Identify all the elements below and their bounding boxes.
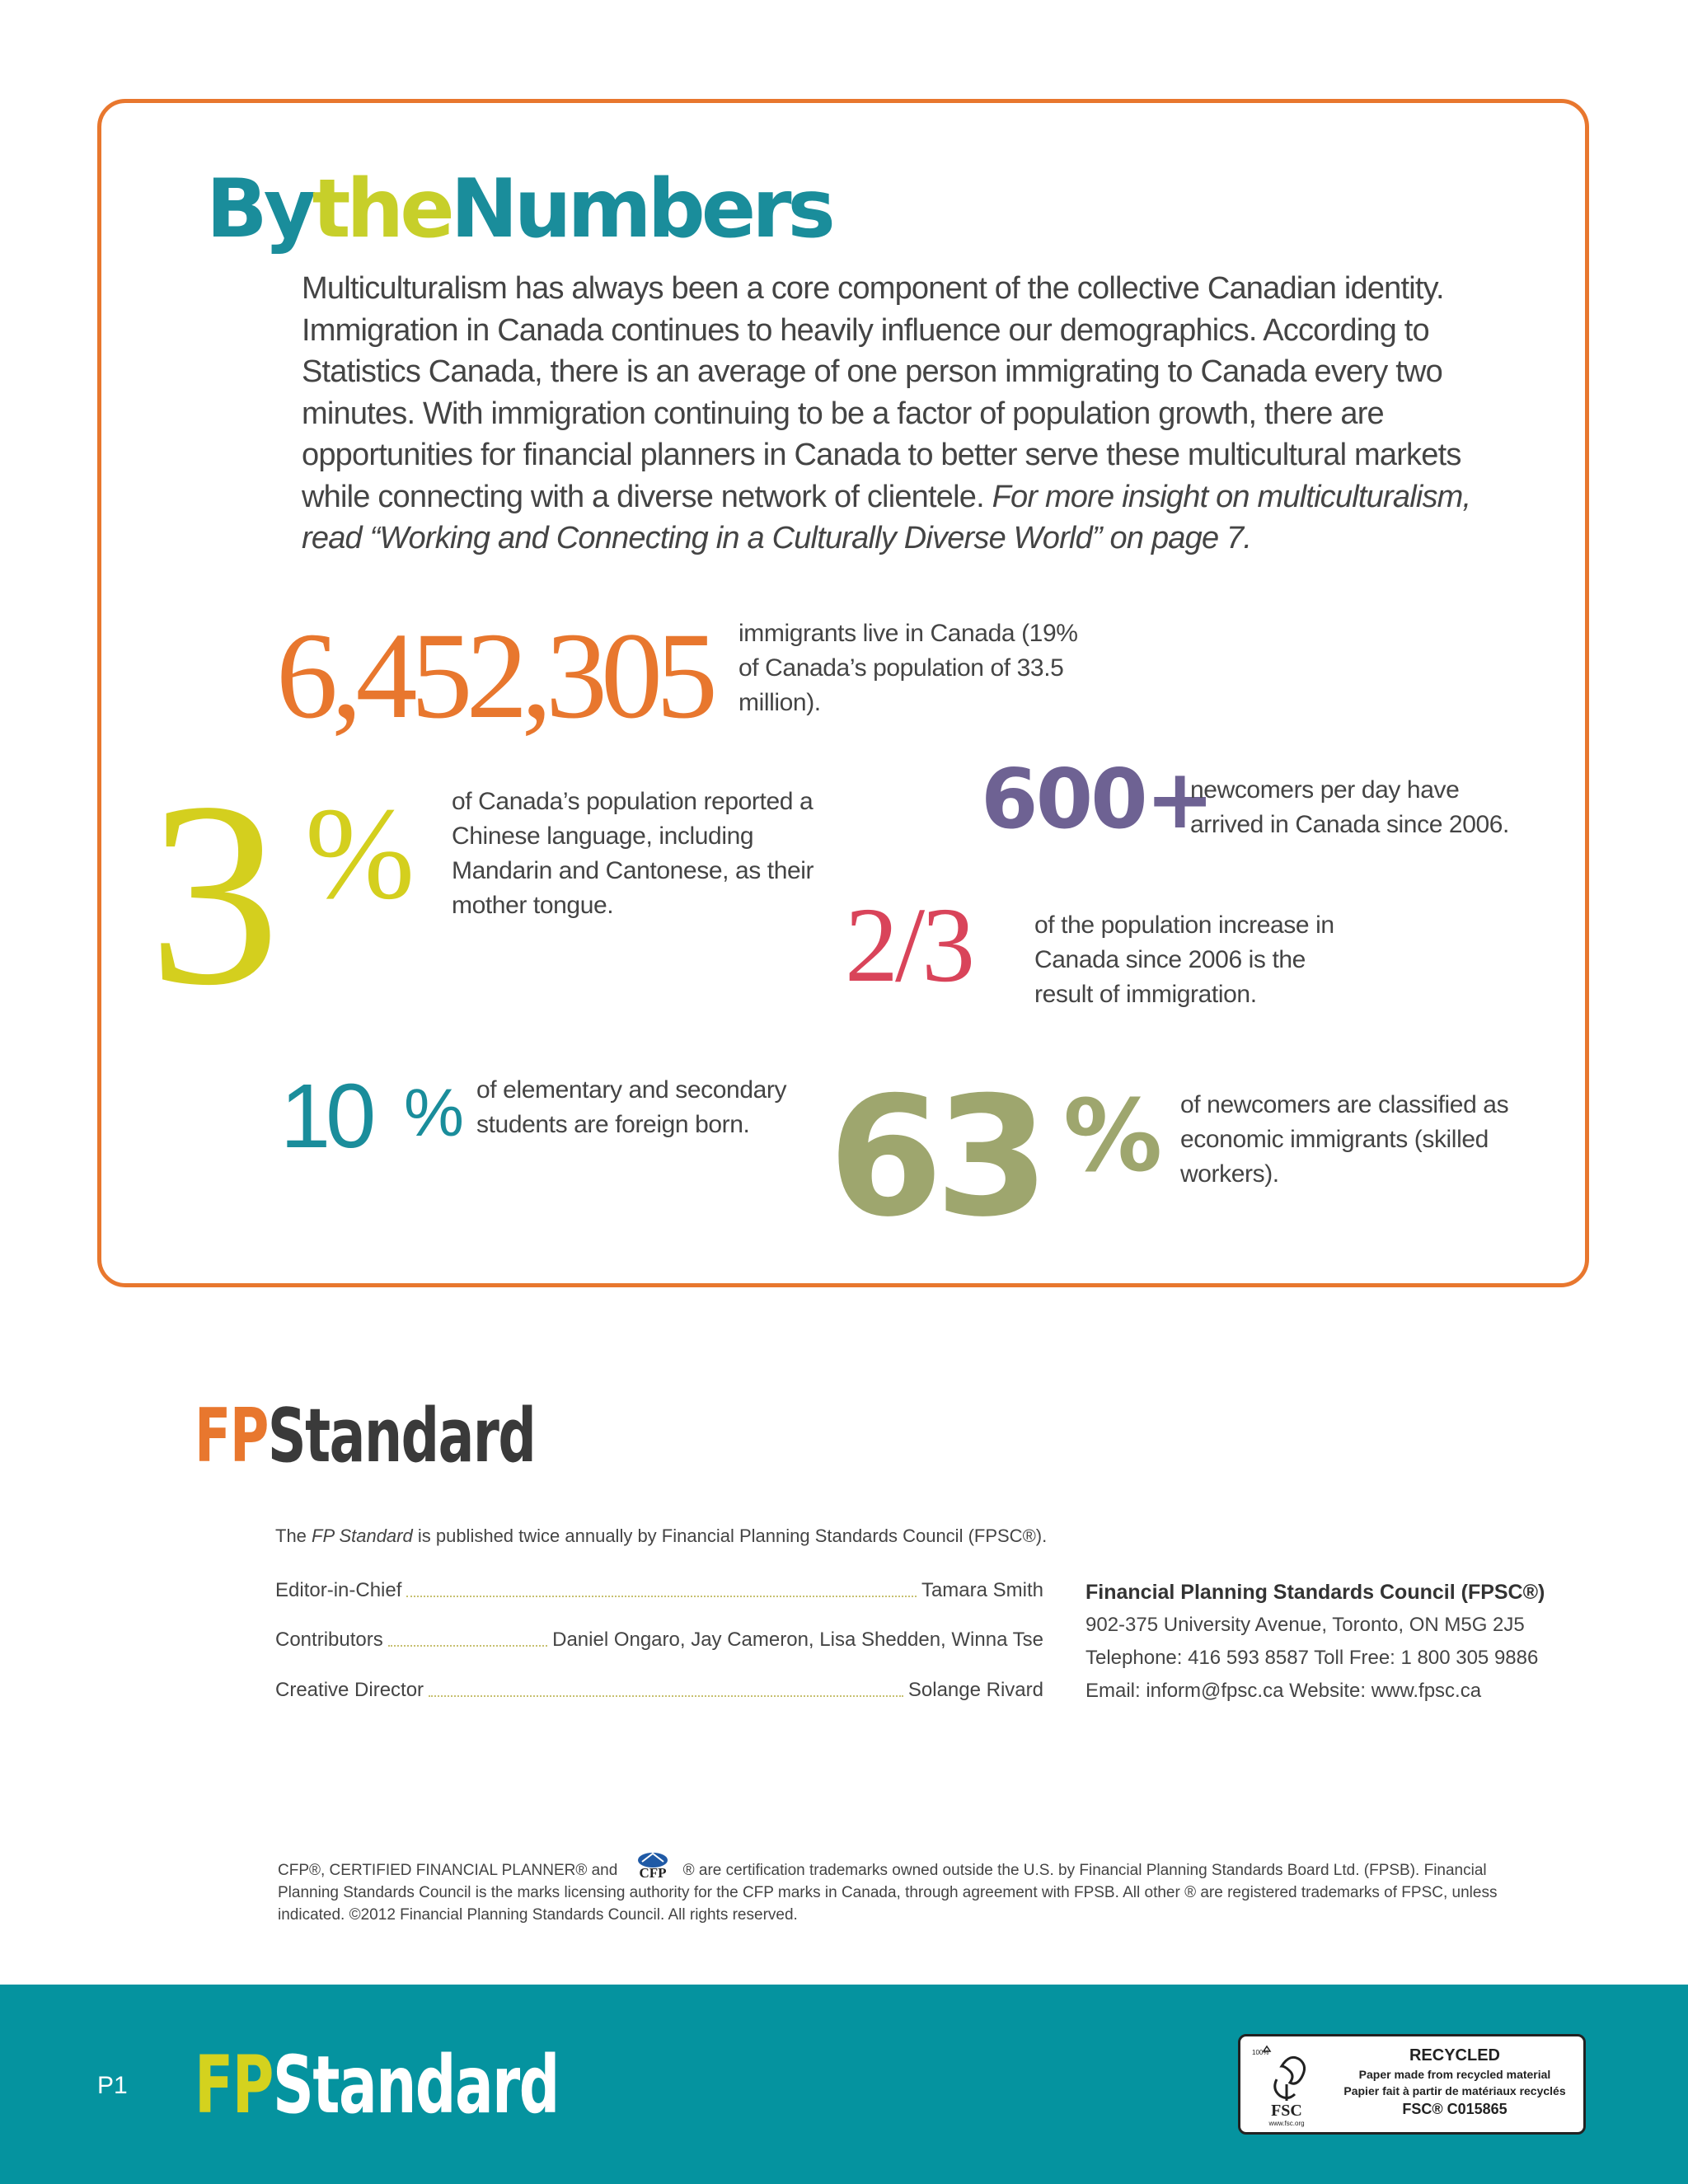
stat-increase-text: of the population increase in Canada since 2006 is the result of immigration.: [1034, 912, 1334, 1008]
stat-immigrants-value: 6,452,305: [276, 607, 711, 744]
stat-students-value: 10: [280, 1066, 372, 1167]
leader-dots: [429, 1695, 903, 1697]
fsc-recycled-badge: [1238, 2034, 1586, 2135]
council-name: Financial Planning Standards Council (FPSC®): [1085, 1581, 1545, 1604]
cfp-logo-text: CFP: [639, 1865, 667, 1880]
page-number: P1: [97, 2072, 128, 2099]
stat-students-text: of elementary and secondary students are foreign born.: [476, 1076, 787, 1138]
logo-fp: FP: [195, 1393, 268, 1479]
logo-standard: Standard: [267, 1393, 536, 1479]
stat-newcomers-text: newcomers per day have arrived in Canada since 2006.: [1190, 776, 1509, 838]
credit-contributors: [275, 1627, 1043, 1652]
leader-dots: [406, 1596, 917, 1597]
stat-economic-text: of newcomers are classified as economic immigrants (skilled workers).: [1180, 1091, 1509, 1188]
cfp-logo-icon: [622, 1852, 683, 1880]
credit-label: Creative Director: [275, 1679, 424, 1701]
logo-fp: FP: [195, 2039, 273, 2131]
trademark-before: CFP®, CERTIFIED FINANCIAL PLANNER® and: [278, 1862, 622, 1879]
fp-standard-logo: [195, 1393, 536, 1479]
fsc-line2: Papier fait à partir de matériaux recyclés: [1343, 2084, 1566, 2097]
intro-text: Multiculturalism has always been a core component of the collective Canadian identity. Immigration in Canada continues to heavily influence our demographics. According to Statistics Canada, there is an average of one person immigrating to Canada every two minutes. With immigration continuing to be a factor of population growth, there are opportunities for financial planners in Canada to better serve these multicultural markets while connecting with a diverse network of clientele.: [302, 271, 1461, 514]
credit-value: Solange Rivard: [907, 1679, 1043, 1701]
title-by: By: [206, 162, 312, 256]
trademark-after: ® are certification trademarks owned outside the U.S. by Financial Planning Standards Board Ltd. (FPSB). Financial Planning Standards Council is the marks licensing authority for the CFP marks in Canada, through agreement with FPSB. All other ® are registered trademarks of FPSC, unless indicated. ©2012 Financial Planning Standards Council. All rights reserved.: [278, 1862, 1498, 1924]
trademark-notice: [278, 1852, 1531, 1926]
stat-chinese-value: 3: [148, 748, 275, 1040]
stat-students-unit: %: [404, 1076, 464, 1151]
stat-economic-value: 63: [828, 1062, 1042, 1254]
title-numbers: Numbers: [450, 162, 832, 256]
footer-fp-standard-logo: [195, 2039, 559, 2131]
stat-immigrants-text: immigrants live in Canada (19% of Canada’s population of 33.5 million).: [738, 620, 1078, 716]
credit-label: Editor-in-Chief: [275, 1579, 402, 1601]
page-title: [206, 162, 832, 256]
pub-suffix: is published twice annually by Financial Planning Standards Council (FPSC®).: [412, 1526, 1048, 1546]
credit-editor: [275, 1577, 1043, 1602]
credit-value: Daniel Ongaro, Jay Cameron, Lisa Shedden, Winna Tse: [552, 1629, 1043, 1651]
fsc-text-block: [1331, 2045, 1578, 2119]
intro-italic-reference: For more insight on multiculturalism, read “Working and Connecting in a Culturally Diverse World” on page 7.: [302, 479, 1471, 555]
publication-statement: [275, 1526, 1047, 1547]
credit-value: Tamara Smith: [921, 1579, 1043, 1601]
leader-dots: [388, 1645, 547, 1647]
intro-paragraph: [302, 268, 1522, 560]
stat-chinese-text: of Canada’s population reported a Chinese language, including Mandarin and Cantonese, as their mother tongue.: [452, 788, 814, 919]
council-contact-block: [1085, 1576, 1545, 1708]
fsc-line1: Paper made from recycled material: [1358, 2068, 1551, 2081]
fsc-code: FSC® C015865: [1402, 2101, 1507, 2117]
pub-prefix: The: [275, 1526, 312, 1546]
pub-italic: FP Standard: [312, 1526, 413, 1546]
title-the: the: [312, 162, 451, 256]
fsc-pct: 100%: [1252, 2049, 1269, 2056]
council-address: 902-375 University Avenue, Toronto, ON M5G 2J5: [1085, 1614, 1525, 1636]
credit-label: Contributors: [275, 1629, 383, 1651]
fsc-tree-label: FSC: [1271, 2102, 1302, 2120]
council-phone: Telephone: 416 593 8587 Toll Free: 1 800 305 9886: [1085, 1647, 1539, 1669]
stat-economic-unit: %: [1063, 1080, 1163, 1194]
fsc-title: RECYCLED: [1409, 2046, 1500, 2064]
fsc-tree-icon: [1249, 2043, 1325, 2129]
council-contact: Email: inform@fpsc.ca Website: www.fpsc.ca: [1085, 1680, 1482, 1702]
credit-creative-director: [275, 1677, 1043, 1702]
stat-chinese-unit: %: [305, 780, 415, 926]
logo-standard: Standard: [272, 2039, 559, 2131]
fsc-url: www.fsc.org: [1268, 2120, 1305, 2127]
stat-newcomers-value: 600+: [981, 751, 1212, 847]
stat-increase-value: 2/3: [845, 886, 973, 1005]
